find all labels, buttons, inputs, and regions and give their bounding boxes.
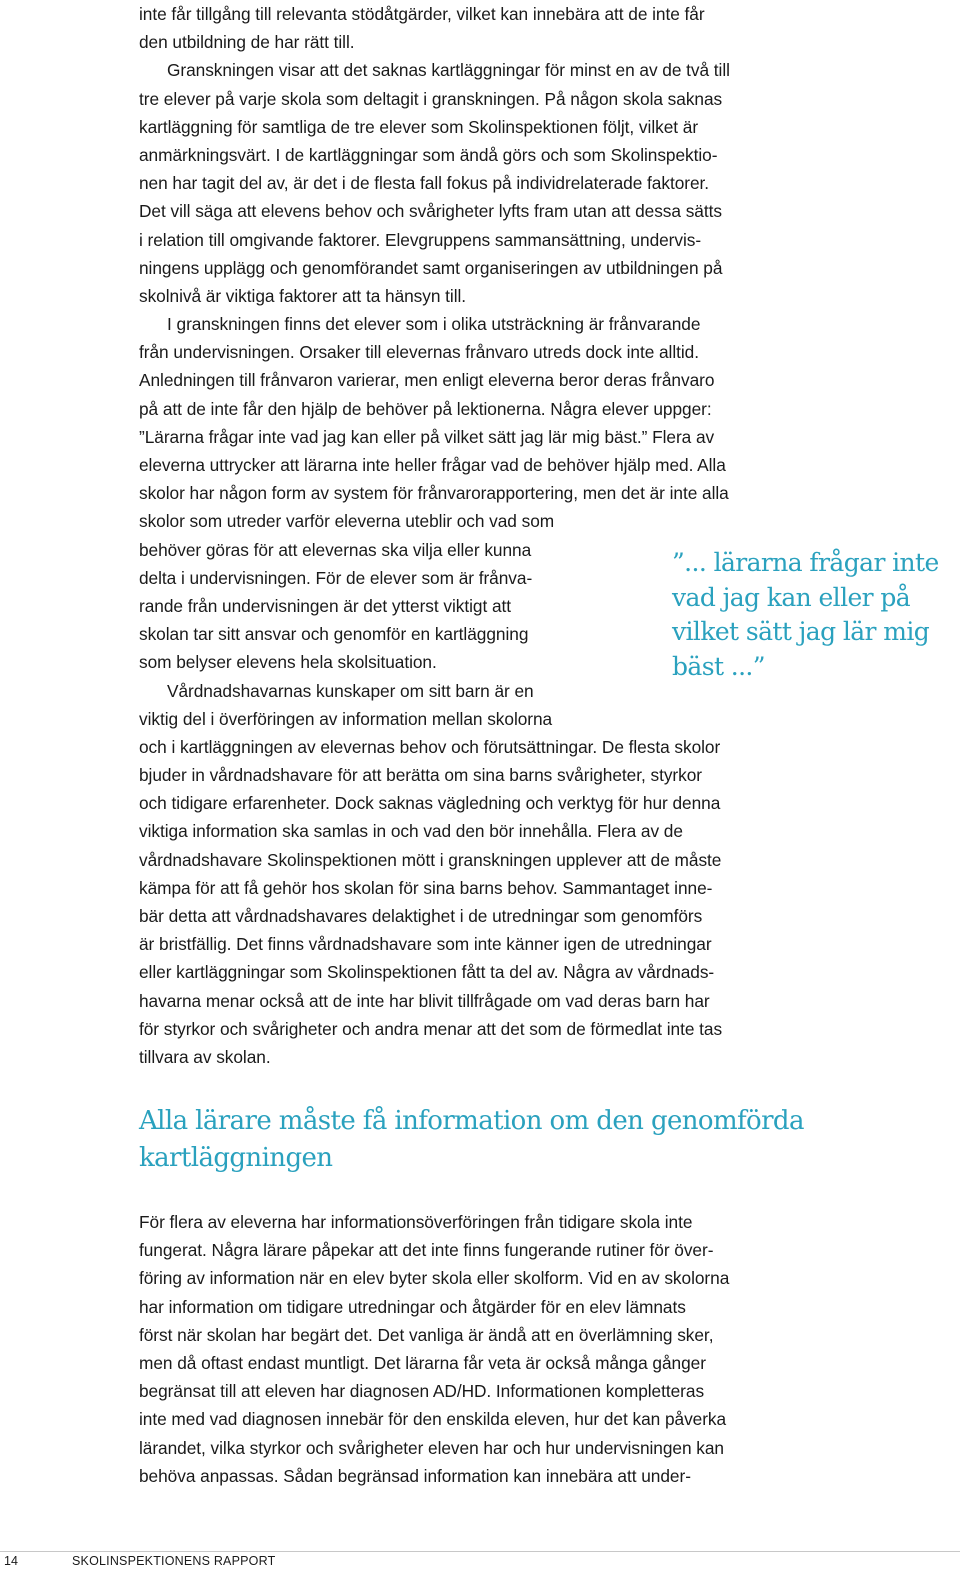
heading-line: Alla lärare måste få information om den genomförda	[139, 1106, 804, 1136]
paragraph-line: som belyser elevens hela skolsituation.	[139, 652, 437, 673]
paragraph-line: är bristfällig. Det finns vårdnadshavare som inte känner igen de utredningar	[139, 934, 712, 955]
pull-quote-line: vilket sätt jag lär mig	[672, 617, 930, 646]
paragraph-line: begränsat till att eleven har diagnosen AD/HD. Informationen kompletteras	[139, 1381, 705, 1402]
paragraph-line: och tidigare erfarenheter. Dock saknas vägledning och verktyg för hur denna	[139, 793, 721, 814]
paragraph-line: på att de inte får den hjälp de behöver på lektionerna. Några elever uppger:	[139, 398, 712, 419]
paragraph-line: I granskningen finns det elever som i olika utsträckning är frånvarande	[167, 314, 701, 335]
paragraph-line: delta i undervisningen. För de elever som är frånva-	[139, 567, 533, 588]
paragraph-line: skolan tar sitt ansvar och genomför en kartläggning	[139, 624, 529, 645]
paragraph-line: tre elever på varje skola som deltagit i granskningen. På någon skola saknas	[139, 88, 723, 109]
paragraph-line: Det vill säga att elevens behov och svårigheter lyfts fram utan att dessa sätts	[139, 201, 722, 222]
paragraph-line: Anledningen till frånvaron varierar, men enligt eleverna beror deras frånvaro	[139, 370, 715, 391]
paragraph-line: ningens upplägg och genomförandet samt organiseringen av utbildningen på	[139, 257, 723, 278]
paragraph-line: fungerat. Några lärare påpekar att det inte finns fungerande rutiner för över-	[139, 1240, 714, 1261]
paragraph-line: och i kartläggningen av elevernas behov och förutsättningar. De flesta skolor	[139, 736, 721, 757]
paragraph-line: vårdnadshavare Skolinspektionen mött i granskningen upplever att de måste	[139, 849, 722, 870]
running-title: SKOLINSPEKTIONENS RAPPORT	[72, 1554, 276, 1568]
paragraph-line: bjuder in vårdnadshavare för att berätta om sina barns svårigheter, styrkor	[139, 765, 702, 786]
page-footer	[0, 1551, 960, 1581]
paragraph-line: först när skolan har begärt det. Det vanliga är ändå att en överlämning sker,	[139, 1324, 714, 1345]
paragraph-line: den utbildning de har rätt till.	[139, 32, 355, 53]
paragraph-line: kartläggning för samtliga de tre elever som Skolinspektionen följt, vilket är	[139, 116, 699, 137]
paragraph-line: Vårdnadshavarnas kunskaper om sitt barn är en	[167, 680, 534, 701]
paragraph-line: rande från undervisningen är det ytterst viktigt att	[139, 595, 512, 616]
paragraph-line: skolor som utreder varför eleverna uteblir och vad som	[139, 511, 555, 532]
paragraph-line: För flera av eleverna har informationsöverföringen från tidigare skola inte	[139, 1212, 693, 1232]
paragraph-line: bär detta att vårdnadshavares delaktighet i de utredningar som genomförs	[139, 906, 703, 926]
paragraph-line: skolor har någon form av system för frånvarorapportering, men det är inte alla	[139, 483, 729, 504]
page-number: 14	[4, 1554, 18, 1568]
paragraph-line: men då oftast endast muntligt. Det lärarna får veta är också många gånger	[139, 1352, 706, 1373]
paragraph-line: Granskningen visar att det saknas kartläggningar för minst en av de två till	[167, 60, 730, 81]
paragraph-line: för styrkor och svårigheter och andra menar att det som de förmedlat inte tas	[139, 1018, 723, 1039]
paragraph-line: anmärkningsvärt. I de kartläggningar som ändå görs och som Skolinspektio-	[139, 144, 718, 165]
pull-quote-line: vad jag kan eller på	[672, 582, 911, 612]
paragraph-line: nen har tagit del av, är det i de flesta fall fokus på individrelaterade faktorer.	[139, 173, 710, 194]
paragraph-line: eleverna uttrycker att lärarna inte heller frågar vad de behöver hjälp med. Alla	[139, 455, 726, 475]
paragraph-line: viktiga information ska samlas in och vad den bör innehålla. Flera av de	[139, 821, 683, 842]
body-text-bottom	[139, 1208, 879, 1490]
paragraph-line: från undervisningen. Orsaker till elevernas frånvaro utreds dock inte alltid.	[139, 342, 699, 363]
footer-rule	[0, 1551, 960, 1552]
paragraph-line: inte får tillgång till relevanta stödåtgärder, vilket kan innebära att de inte får	[139, 4, 705, 24]
paragraph-line: har information om tidigare utredningar och åtgärder för en elev lämnats	[139, 1296, 686, 1317]
heading-line: kartläggningen	[139, 1143, 333, 1173]
paragraph-line: behöver göras för att elevernas ska vilja eller kunna	[139, 539, 532, 560]
paragraph-line: i relation till omgivande faktorer. Elevgruppens sammansättning, undervis-	[139, 229, 702, 250]
paragraph-line: kämpa för att få gehör hos skolan för sina barns behov. Sammantaget inne-	[139, 877, 713, 898]
paragraph-line: lärandet, vilka styrkor och svårigheter eleven har och hur undervisningen kan	[139, 1437, 724, 1458]
paragraph-line: föring av information när en elev byter skola eller skolform. Vid en av skolorna	[139, 1268, 730, 1289]
body-text-top	[139, 0, 879, 1071]
pull-quote-line: bäst ...”	[672, 651, 765, 681]
pull-quote-line: ”... lärarna frågar inte	[672, 548, 939, 577]
paragraph-line: behöva anpassas. Sådan begränsad information kan innebära att under-	[139, 1465, 691, 1486]
paragraph-line: eller kartläggningar som Skolinspektionen fått ta del av. Några av vårdnads-	[139, 962, 715, 983]
paragraph-line: inte med vad diagnosen innebär för den enskilda eleven, hur det kan påverka	[139, 1409, 727, 1430]
paragraph-line: ”Lärarna frågar inte vad jag kan eller på vilket sätt jag lär mig bäst.” Flera av	[139, 426, 715, 447]
paragraph-line: viktig del i överföringen av information mellan skolorna	[139, 708, 553, 729]
paragraph-line: skolnivå är viktiga faktorer att ta hänsyn till.	[139, 285, 467, 306]
pull-quote	[672, 546, 957, 684]
paragraph-line: tillvara av skolan.	[139, 1046, 271, 1067]
section-heading	[139, 1103, 899, 1177]
paragraph-line: havarna menar också att de inte har blivit tillfrågade om vad deras barn har	[139, 990, 710, 1011]
